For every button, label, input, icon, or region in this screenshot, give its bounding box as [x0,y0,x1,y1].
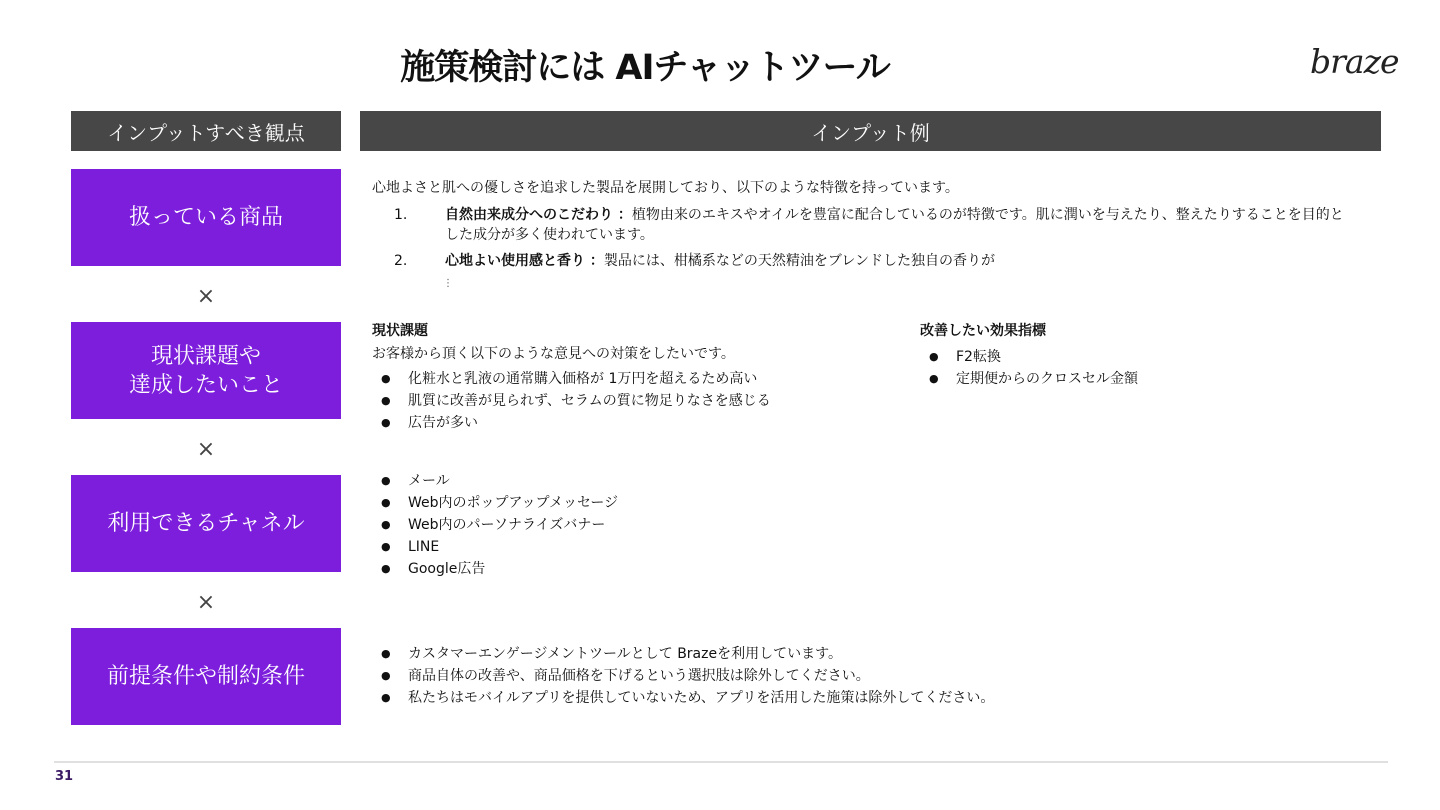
box-channels: 利用できるチャネル [71,475,341,572]
issues-list [372,368,892,434]
list-item: ● カスタマーエンゲージメントツールとして Brazeを利用しています。 [372,643,1272,665]
list-item: ● 定期便からのクロスセル金額 [920,368,1320,390]
product-intro: 心地よさと肌への優しさを追求した製品を展開しており、以下のような特徴を持っています。 [372,180,959,196]
kpi-heading: 改善したい効果指標 [920,323,1046,339]
times-icon: × [196,284,216,309]
list-item: ● 肌質に改善が見られず、セラムの質に物足りなさを感じる [372,390,892,412]
ellipsis-icon: ⋮ [443,278,453,289]
issues-heading: 現状課題 [372,323,428,339]
feature-heading: 自然由来成分へのこだわり ： [445,207,632,223]
product-feature-item [372,205,1352,245]
list-item: ● メール [372,470,892,492]
list-item: ● LINE [372,536,892,558]
feature-body: 植物由来のエキスやオイルを豊富に配合しているのが特徴です。肌に潤いを与えたり、整えたりすることを目的とした成分が多く使われています。 [445,207,1344,243]
list-item: ● 商品自体の改善や、商品価格を下げるという選択肢は除外してください。 [372,665,1272,687]
box-products: 扱っている商品 [71,169,341,266]
issues-intro: お客様から頂く以下のような意見への対策をしたいです。 [372,346,735,362]
times-icon: × [196,590,216,615]
footer-divider [54,761,1388,763]
braze-logo: braze [1310,42,1399,81]
list-item: ● Web内のパーソナライズバナー [372,514,892,536]
item-number: 2. [394,253,408,269]
page-title: 施策検討には AIチャットツール [400,48,890,88]
list-item: ● 広告が多い [372,412,892,434]
list-item: ● Google広告 [372,558,892,580]
channels-list [372,470,892,580]
constraints-list [372,643,1272,709]
list-item: ● 化粧水と乳液の通常購入価格が 1万円を超えるため高い [372,368,892,390]
header-input-viewpoints: インプットすべき観点 [71,111,341,151]
feature-body: 製品には、柑橘系などの天然精油をブレンドした独自の香りが [603,253,995,269]
list-item: ● 私たちはモバイルアプリを提供していないため、アプリを活用した施策は除外してください。 [372,687,1272,709]
header-input-examples: インプット例 [360,111,1381,151]
kpi-list [920,346,1320,390]
page-number: 31 [55,769,74,784]
product-feature-item [372,251,1352,271]
times-icon: × [196,437,216,462]
list-item: ● Web内のポップアップメッセージ [372,492,892,514]
list-item: ● F2転換 [920,346,1320,368]
box-constraints: 前提条件や制約条件 [71,628,341,725]
product-features [372,205,1352,277]
item-number: 1. [394,207,408,223]
feature-heading: 心地よい使用感と香り ： [445,253,604,269]
box-issues-goals: 現状課題や 達成したいこと [71,322,341,419]
